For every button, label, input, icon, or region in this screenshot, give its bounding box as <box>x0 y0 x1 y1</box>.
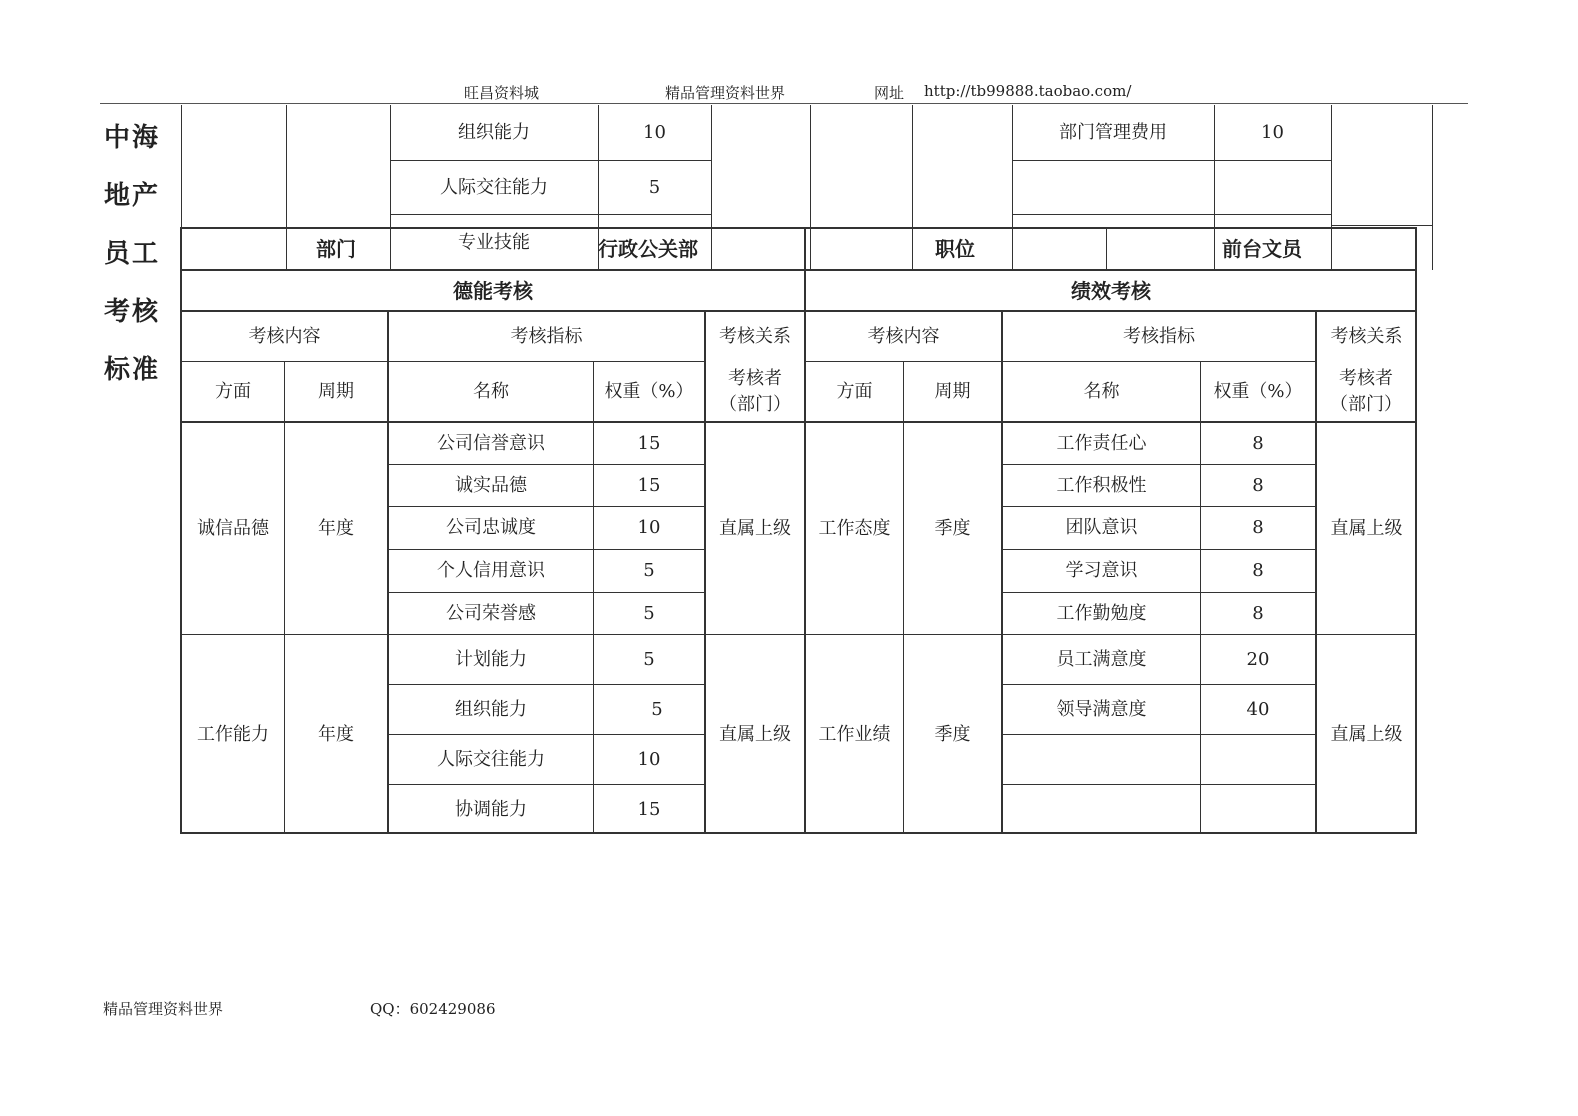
col-period-header: 周期 <box>318 380 354 402</box>
col-name-header: 名称 <box>473 380 509 402</box>
col-aspect-header: 方面 <box>836 380 873 402</box>
col-assessor-header: 考核者 （部门） <box>719 368 791 415</box>
title-line-5: 标准 <box>104 355 161 385</box>
footer-left: 精品管理资料世界 <box>103 1000 224 1018</box>
item-name: 人际交往能力 <box>437 748 545 770</box>
period-cell: 季度 <box>934 723 971 745</box>
item-weight: 15 <box>637 798 661 820</box>
col-aspect-header: 方面 <box>215 380 251 402</box>
item-weight: 20 <box>1246 648 1270 670</box>
item-weight <box>1201 735 1315 784</box>
position-value: 前台文员 <box>1222 236 1302 261</box>
section-left-title: 德能考核 <box>453 278 533 303</box>
col-name-header: 名称 <box>1083 380 1120 402</box>
item-name <box>1003 785 1200 834</box>
section-right-title: 绩效考核 <box>1071 278 1151 303</box>
assessor-cell: 直属上级 <box>1330 517 1403 539</box>
col-period-header: 周期 <box>934 380 971 402</box>
item-weight: 5 <box>643 560 655 582</box>
item-name: 公司忠诚度 <box>446 517 536 539</box>
item-name: 计划能力 <box>455 648 527 670</box>
item-name: 公司信誉意识 <box>437 432 545 454</box>
dept-value: 行政公关部 <box>598 236 698 261</box>
item-weight: 5 <box>651 698 663 720</box>
title-line-1: 中海 <box>104 123 161 153</box>
header-world: 精品管理资料世界 <box>665 84 786 102</box>
aspect-cell: 工作能力 <box>197 723 269 745</box>
item-weight: 8 <box>1252 560 1264 582</box>
footer-qq: QQ：602429086 <box>370 1000 496 1018</box>
item-name: 公司荣誉感 <box>446 602 536 624</box>
aspect-cell: 工作态度 <box>818 517 891 539</box>
assessor-cell: 直属上级 <box>1330 723 1403 745</box>
period-cell: 年度 <box>318 723 354 745</box>
item-weight: 15 <box>637 474 661 496</box>
item-weight: 15 <box>637 432 661 454</box>
item-name: 团队意识 <box>1065 517 1138 539</box>
item-weight: 40 <box>1246 698 1270 720</box>
col-indicator-header: 考核指标 <box>1123 325 1195 347</box>
item-weight: 10 <box>637 748 661 770</box>
overlay-weight: 10 <box>1261 122 1284 144</box>
item-name: 工作勤勉度 <box>1056 602 1147 624</box>
title-line-2: 地产 <box>104 181 161 211</box>
overlay-name: 人际交往能力 <box>440 176 548 198</box>
dept-label: 部门 <box>316 236 356 261</box>
overlay-name: 部门管理费用 <box>1059 122 1167 144</box>
overlay-weight: 5 <box>648 176 661 198</box>
item-name: 工作责任心 <box>1056 432 1147 454</box>
item-name: 诚实品德 <box>455 474 527 496</box>
overlay-weight: 10 <box>643 122 666 144</box>
period-cell: 年度 <box>318 517 354 539</box>
header-shop: 旺昌资料城 <box>464 84 540 102</box>
aspect-cell: 工作业绩 <box>818 723 891 745</box>
item-name: 员工满意度 <box>1056 648 1147 670</box>
col-indicator-header: 考核指标 <box>510 325 583 347</box>
item-weight: 8 <box>1252 432 1264 454</box>
header-url-label: 网址 <box>874 84 905 102</box>
col-relation-header: 考核关系 <box>1330 325 1403 347</box>
position-label: 职位 <box>935 236 975 261</box>
assessor-cell: 直属上级 <box>719 723 791 745</box>
item-weight: 10 <box>637 517 661 539</box>
item-name: 组织能力 <box>455 698 527 720</box>
item-weight: 8 <box>1252 517 1264 539</box>
col-weight-header: 权重（%） <box>1213 380 1303 402</box>
period-cell: 季度 <box>934 517 971 539</box>
item-weight: 8 <box>1252 474 1264 496</box>
title-line-4: 考核 <box>104 297 161 327</box>
aspect-cell: 诚信品德 <box>197 517 269 539</box>
item-name <box>1003 735 1200 784</box>
item-name: 学习意识 <box>1065 560 1138 582</box>
assessor-cell: 直属上级 <box>719 517 791 539</box>
item-name: 协调能力 <box>455 798 527 820</box>
col-content-header: 考核内容 <box>867 325 940 347</box>
item-weight <box>1201 785 1315 834</box>
col-assessor-header: 考核者 （部门） <box>1330 368 1402 415</box>
item-weight: 5 <box>643 602 655 624</box>
item-weight: 8 <box>1252 602 1264 624</box>
col-weight-header: 权重（%） <box>604 380 694 402</box>
col-content-header: 考核内容 <box>248 325 321 347</box>
overlay-name: 组织能力 <box>458 122 530 144</box>
overlay-name: 专业技能 <box>458 232 530 254</box>
item-name: 领导满意度 <box>1056 698 1147 720</box>
item-name: 工作积极性 <box>1056 474 1147 496</box>
item-weight: 5 <box>643 648 655 670</box>
header-rule <box>100 103 1468 104</box>
title-line-3: 员工 <box>104 239 161 269</box>
col-relation-header: 考核关系 <box>719 325 791 347</box>
item-name: 个人信用意识 <box>437 560 545 582</box>
header-url[interactable]: http://tb99888.taobao.com/ <box>924 82 1132 100</box>
